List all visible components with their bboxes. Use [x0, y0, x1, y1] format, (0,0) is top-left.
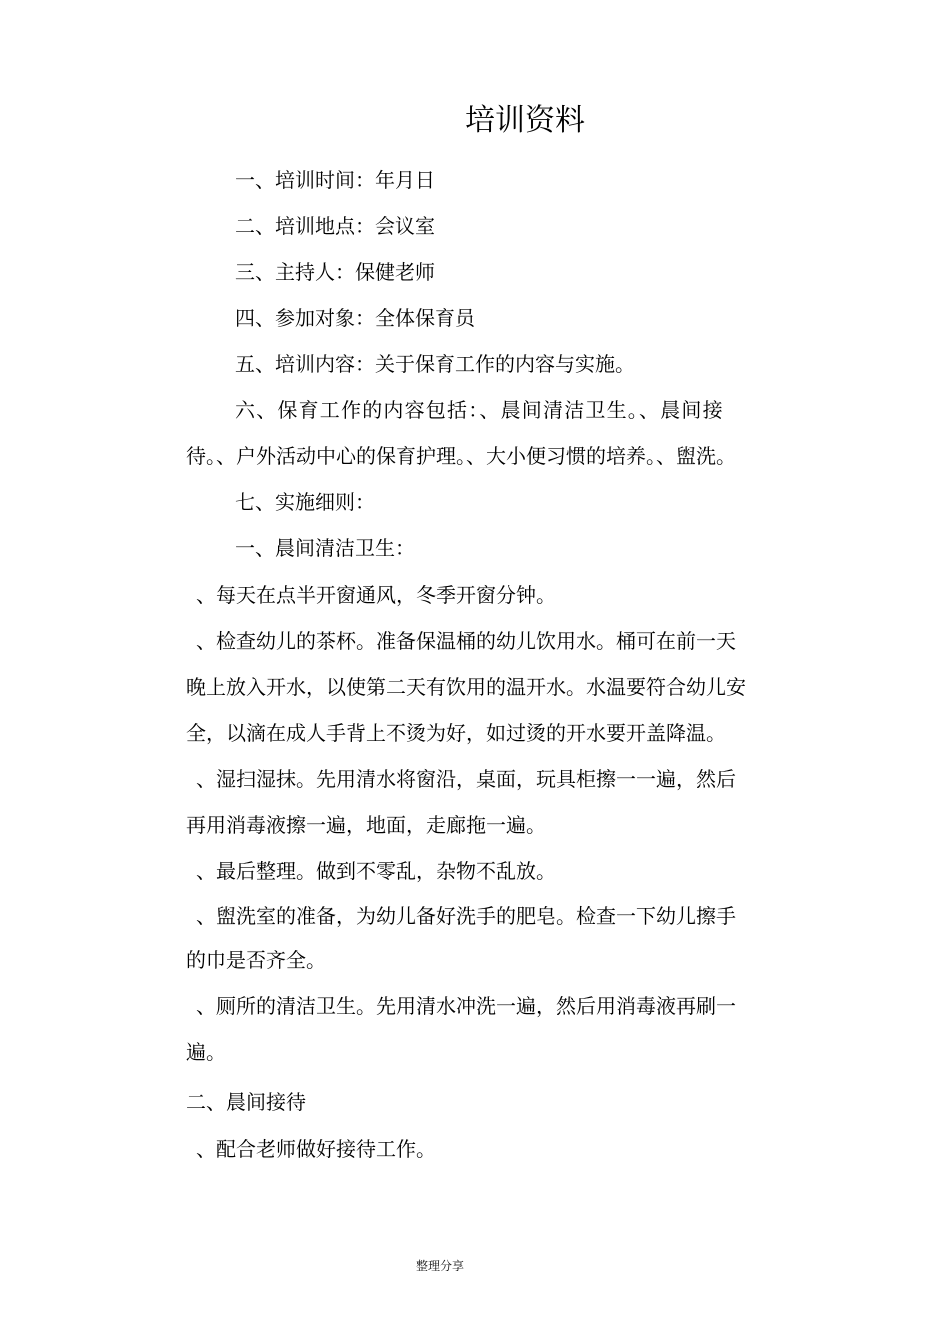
- list-item-tidy-up: 、最后整理。做到不零乱，杂物不乱放。: [196, 859, 556, 883]
- list-item-wet-cleaning: 、湿扫湿抹。先用清水将窗沿，桌面，玩具柜擦一一遍，然后: [196, 767, 736, 791]
- list-item-toilet-cleaning-cont: 遍。: [186, 1040, 226, 1064]
- line-content-includes-cont: 待。、户外活动中心的保育护理。、大小便习惯的培养。、盥洗。: [186, 444, 736, 468]
- line-training-location: 二、培训地点：会议室: [235, 214, 435, 238]
- list-item-washroom-cont: 的巾是否齐全。: [186, 948, 326, 972]
- list-item-washroom: 、盥洗室的准备，为幼儿备好洗手的肥皂。检查一下幼儿擦手: [196, 904, 736, 928]
- line-training-time: 一、培训时间：年月日: [235, 168, 435, 192]
- list-item-cups-cont-2: 全，以滴在成人手背上不烫为好，如过烫的开水要开盖降温。: [186, 721, 726, 745]
- list-item-reception: 、配合老师做好接待工作。: [196, 1137, 436, 1161]
- section-heading-morning-cleaning: 一、晨间清洁卫生：: [235, 536, 415, 560]
- document-title: 培训资料: [465, 103, 585, 138]
- line-participants: 四、参加对象：全体保育员: [235, 306, 475, 330]
- list-item-cups-cont-1: 晚上放入开水，以使第二天有饮用的温开水。水温要符合幼儿安: [186, 675, 746, 699]
- section-heading-morning-reception: 二、晨间接待: [186, 1090, 306, 1114]
- line-host: 三、主持人：保健老师: [235, 260, 435, 284]
- list-item-toilet-cleaning: 、厕所的清洁卫生。先用清水冲洗一遍，然后用消毒液再刷一: [196, 994, 736, 1018]
- line-content-includes: 六、保育工作的内容包括：、晨间清洁卫生。、晨间接: [235, 398, 724, 422]
- page-footer: 整理分享: [416, 1259, 465, 1273]
- line-training-content: 五、培训内容：关于保育工作的内容与实施。: [235, 352, 635, 376]
- line-implementation-rules: 七、实施细则：: [235, 490, 375, 514]
- list-item-cups: 、检查幼儿的茶杯。准备保温桶的幼儿饮用水。桶可在前一天: [196, 629, 736, 653]
- list-item-wet-cleaning-cont: 再用消毒液擦一遍，地面，走廊拖一遍。: [186, 813, 546, 837]
- list-item-ventilation: 、每天在点半开窗通风，冬季开窗分钟。: [196, 583, 556, 607]
